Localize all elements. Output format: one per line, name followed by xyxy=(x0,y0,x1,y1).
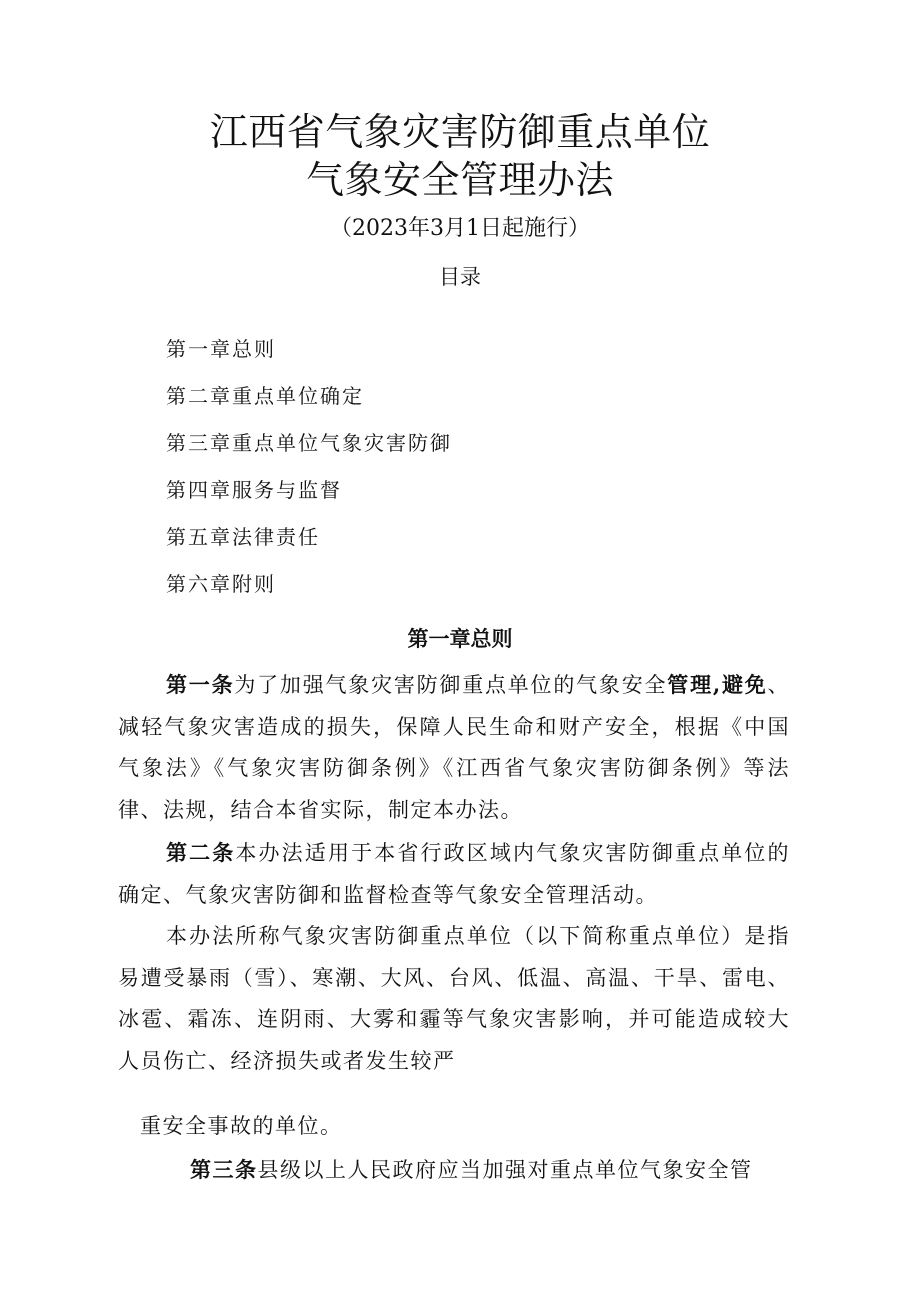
paragraph-3-text: 本办法所称气象灾害防御重点单位（以下简称重点单位）是指易遭受暴雨（雪）、寒潮、大风、台风、低温、高温、干旱、雷电、冰雹、霜冻、连阴雨、大雾和霾等气象灾害影响，并可能造成较大人员伤亡、经济损失或者发生较严 xyxy=(118,924,790,1073)
article-1-bold: 管理,避免 xyxy=(667,672,768,697)
document-title-line2: 气象安全管理办法 xyxy=(305,158,614,202)
article-2-text: 本办法适用于本省行政区域内气象灾害防御重点单位的确定、气象灾害防御和监督检查等气象安全管理活动。 xyxy=(118,841,791,907)
toc-item-chapter6: 第六章附则 xyxy=(166,572,276,596)
article-2 xyxy=(118,832,790,916)
toc-item-chapter1: 第一章总则 xyxy=(166,337,276,361)
article-1-text-b: 、减轻气象灾害造成的损失，保障人民生命和财产安全，根据《中国气象法》《气象灾害防御条例》《江西省气象灾害防御条例》等法律、法规，结合本省实际，制定本办法。 xyxy=(118,673,791,822)
toc-heading: 目录 xyxy=(439,265,481,289)
toc-item-chapter2: 第二章重点单位确定 xyxy=(166,384,364,408)
article-1 xyxy=(118,664,790,831)
document-title-line1: 江西省气象灾害防御重点单位 xyxy=(209,110,711,154)
toc-item-chapter3: 第三章重点单位气象灾害防御 xyxy=(166,431,452,455)
toc-item-chapter5: 第五章法律责任 xyxy=(166,525,320,549)
article-3 xyxy=(190,1149,753,1191)
article-2-label: 第二条 xyxy=(166,840,236,865)
article-3-text: 县级以上人民政府应当加强对重点单位气象安全管 xyxy=(257,1158,753,1182)
table-of-contents xyxy=(166,334,452,616)
toc-item-chapter4: 第四章服务与监督 xyxy=(166,478,342,502)
chapter1-heading: 第一章总则 xyxy=(407,626,513,651)
paragraph-3-tail: 重安全事故的单位。 xyxy=(140,1114,343,1138)
effective-date: （2023年3月1日起施行） xyxy=(330,216,590,241)
paragraph-3 xyxy=(118,916,790,1082)
article-1-label: 第一条 xyxy=(166,672,235,697)
article-3-label: 第三条 xyxy=(190,1157,258,1182)
article-1-text-a: 为了加强气象灾害防御重点单位的气象安全 xyxy=(234,673,668,697)
